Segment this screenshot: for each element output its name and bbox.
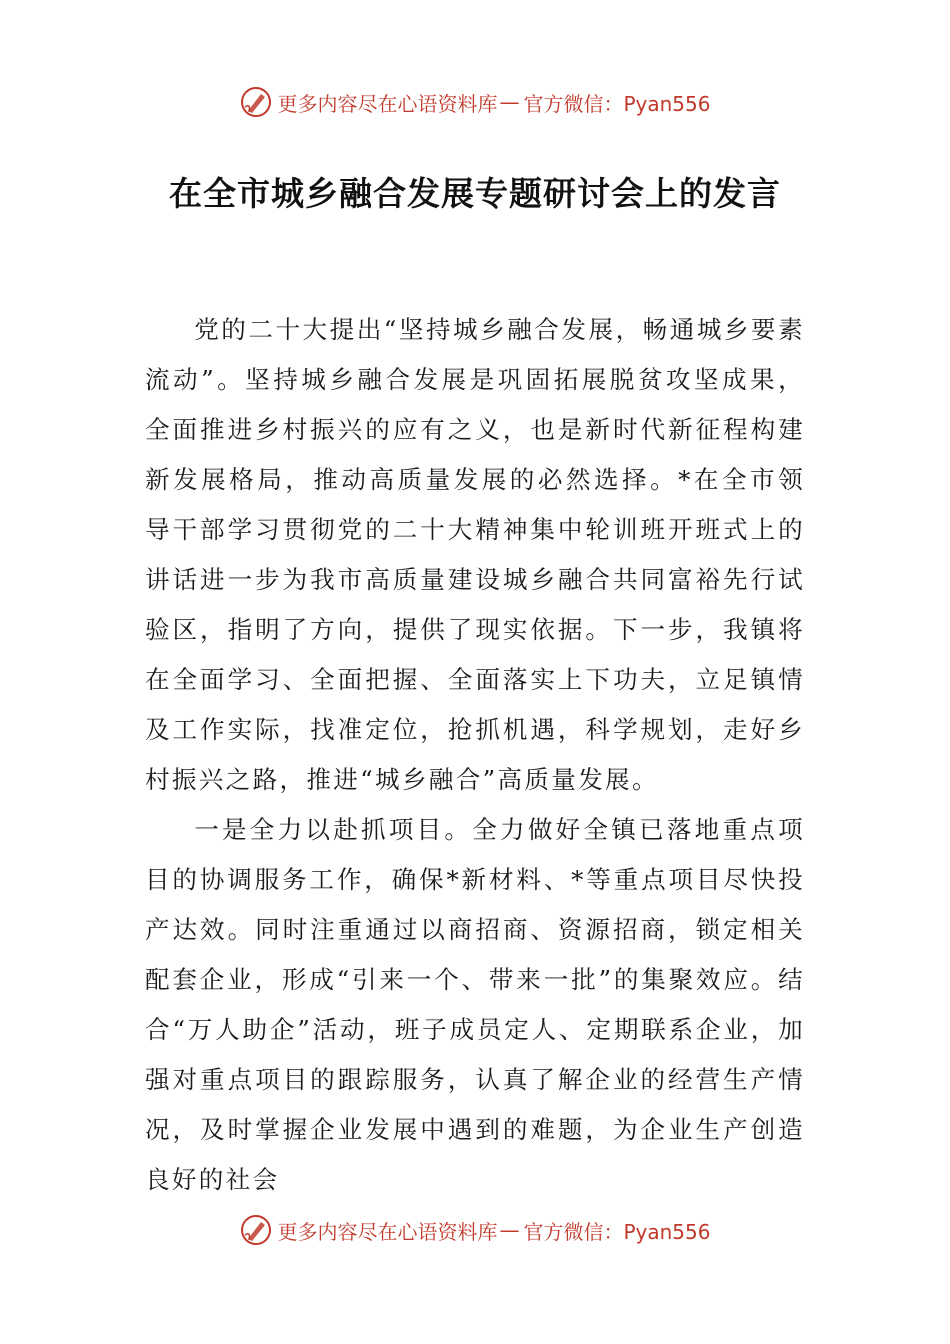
pen-nib-icon [239,1213,273,1247]
document-body [145,305,805,1205]
paragraph-1: 党的二十大提出“坚持城乡融合发展，畅通城乡要素流动”。坚持城乡融合发展是巩固拓展脱贫攻坚成果，全面推进乡村振兴的应有之义，也是新时代新征程构建新发展格局，推动高质量发展的必然选择。*在全市领导干部学习贯彻党的二十大精神集中轮训班开班式上的讲话进一步为我市高质量建设城乡融合共同富裕先行试验区，指明了方向，提供了现实依据。下一步，我镇将在全面学习、全面把握、全面落实上下功夫，立足镇情及工作实际，找准定位，抢抓机遇，科学规划，走好乡村振兴之路，推进“城乡融合”高质量发展。 [145,315,805,794]
header-banner [0,82,950,122]
pen-nib-icon [239,85,273,119]
document-title: 在全市城乡融合发展专题研讨会上的发言 [169,174,781,213]
footer-banner [0,1210,950,1250]
banner-text: 更多内容尽在心语资料库 [277,91,498,116]
banner-wechat: 官方微信：Pyan556 [523,91,711,116]
banner-wechat: 官方微信：Pyan556 [523,1219,711,1244]
paragraph-2: 一是全力以赴抓项目。全力做好全镇已落地重点项目的协调服务工作，确保*新材料、*等重点项目尽快投产达效。同时注重通过以商招商、资源招商，锁定相关配套企业，形成“引来一个、带来一批”的集聚效应。结合“万人助企”活动，班子成员定人、定期联系企业，加强对重点项目的跟踪服务，认真了解企业的经营生产情况，及时掌握企业发展中遇到的难题，为企业生产创造良好的社会 [145,815,805,1194]
banner-text: 更多内容尽在心语资料库 [277,1219,498,1244]
banner-separator: — [499,1218,520,1242]
banner-separator: — [499,90,520,114]
